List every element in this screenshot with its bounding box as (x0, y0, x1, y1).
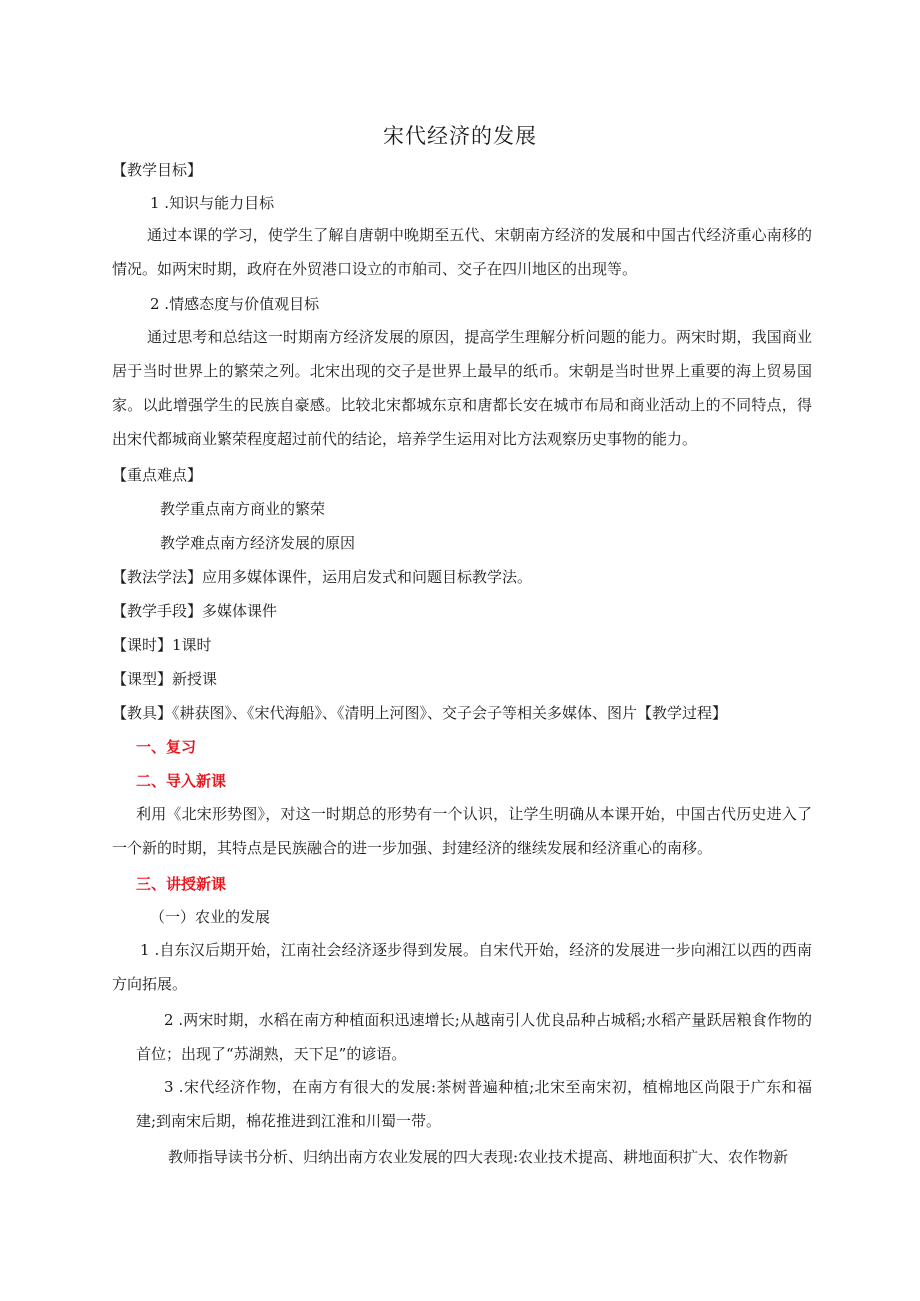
agriculture-point-2: 2 .两宋时期，水稻在南方种植面积迅速增长;从越南引人优良品种占城稻;水稻产量跃居粮食作物的首位；出现了“苏湖熟，天下足”的谚语。 (136, 1011, 812, 1063)
lesson-type: 【课型】新授课 (112, 670, 218, 688)
key-point: 教学重点南方商业的繁荣 (160, 500, 326, 518)
introduction-paragraph: 利用《北宋形势图》，对这一时期总的形势有一个认识，让学生明确从本课开始，中国古代历史进入了一个新的时期，其特点是民族融合的进一步加强、封建经济的继续发展和经济重心的南移。 (112, 805, 812, 857)
goal1-paragraph: 通过本课的学习，使学生了解自唐朝中晚期至五代、宋朝南方经济的发展和中国古代经济重心南移的情况。如两宋时期，政府在外贸港口设立的市舶司、交子在四川地区的出现等。 (112, 226, 812, 278)
difficult-point: 教学难点南方经济发展的原因 (160, 534, 356, 552)
class-hours: 【课时】1课时 (112, 636, 212, 654)
agriculture-point-3: 3 .宋代经济作物，在南方有很大的发展:茶树普遍种植;北宋至南宋初，植棉地区尚限于广东和福建;到南宋后期，棉花推进到江淮和川蜀一带。 (136, 1078, 812, 1130)
teacher-guidance: 教师指导读书分析、归纳出南方农业发展的四大表现:农业技术提高、耕地面积扩大、农作物新 (168, 1148, 789, 1166)
section-review: 一、复习 (136, 738, 197, 756)
teaching-means: 【教学手段】多媒体课件 (112, 602, 278, 620)
goal2-heading: 2 .情感态度与价值观目标 (150, 295, 320, 313)
teaching-methods: 【教法学法】应用多媒体课件，运用启发式和问题目标教学法。 (112, 568, 533, 586)
goal1-heading: 1 .知识与能力目标 (150, 194, 275, 212)
section-introduction: 二、导入新课 (136, 772, 227, 790)
teaching-tools: 【教具】《耕获图》、《宋代海船》、《清明上河图》、交子会子等相关多媒体、图片【教学过程】 (112, 704, 728, 722)
goal2-paragraph: 通过思考和总结这一时期南方经济发展的原因，提高学生理解分析问题的能力。两宋时期，我国商业居于当时世界上的繁荣之列。北宋出现的交子是世界上最早的纸币。宋朝是当时世界上重要的海上贸易国家。以此增强学生的民族自豪感。比较北宋都城东京和唐都长安在城市布局和商业活动上的不同特点，得出宋代都城商业繁荣程度超过前代的结论，培养学生运用对比方法观察历史事物的能力。 (112, 328, 812, 448)
page-title: 宋代经济的发展 (383, 124, 537, 148)
heading-teaching-goals: 【教学目标】 (112, 161, 203, 179)
subsection-agriculture: （一）农业的发展 (150, 908, 271, 926)
section-new-lesson: 三、讲授新课 (136, 875, 227, 893)
heading-key-difficult: 【重点难点】 (112, 466, 203, 484)
agriculture-point-1: 1 .自东汉后期开始，江南社会经济逐步得到发展。自宋代开始，经济的发展进一步向湘江以西的西南方向拓展。 (112, 941, 812, 993)
